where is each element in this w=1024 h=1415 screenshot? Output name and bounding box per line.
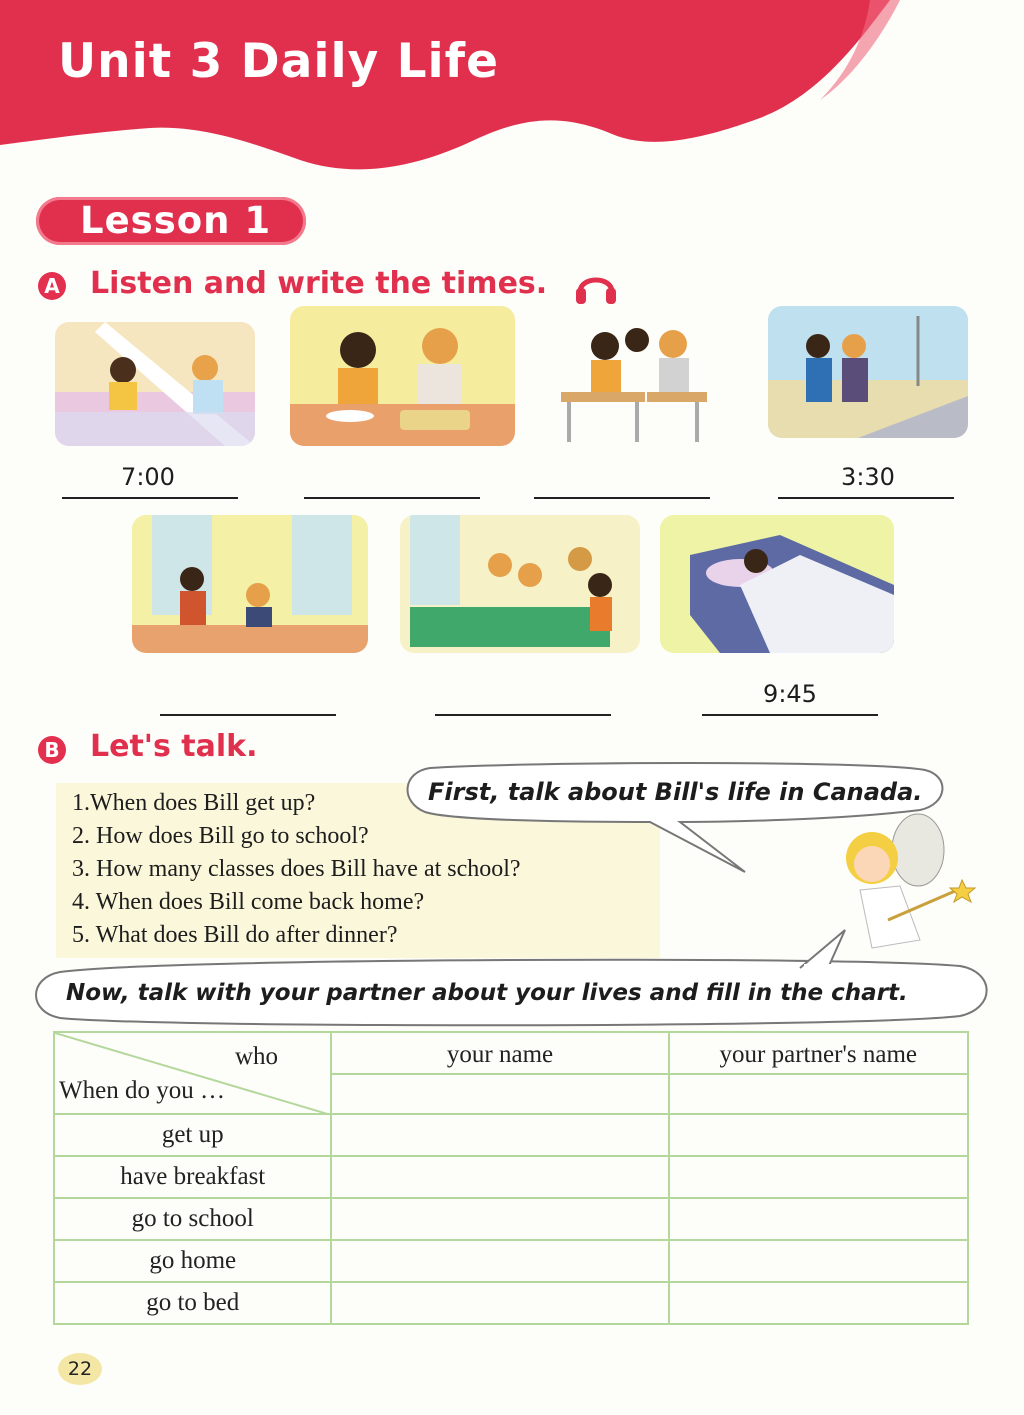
section-a-title: Listen and write the times. (90, 266, 548, 301)
bubble-bottom-text: Now, talk with your partner about your lives and fill in the chart. (66, 980, 908, 1006)
answer-line-2[interactable] (304, 497, 480, 499)
chart-row-label: have breakfast (54, 1156, 331, 1198)
chart-corner-cell (54, 1032, 331, 1114)
chart-row-label: go to school (54, 1198, 331, 1240)
bubble-top-text: First, talk about Bill's life in Canada. (428, 778, 923, 806)
lesson-label: Lesson 1 (80, 199, 272, 242)
chart-header-partner-name: your partner's name (669, 1032, 968, 1074)
chart-cell-blank[interactable] (331, 1074, 668, 1114)
life-chart (53, 1031, 969, 1325)
unit-title: Unit 3 Daily Life (58, 34, 499, 89)
answer-line-5[interactable] (160, 714, 336, 716)
chart-row-label: get up (54, 1114, 331, 1156)
section-b-badge: B (38, 736, 66, 764)
chart-cell-your-name[interactable] (331, 1282, 668, 1324)
chart-cell-your-name[interactable] (331, 1156, 668, 1198)
question-5: 5. What does Bill do after dinner? (72, 922, 398, 948)
chart-corner-when: When do you … (59, 1077, 225, 1104)
chart-corner-who: who (235, 1043, 279, 1070)
section-b-title: Let's talk. (90, 729, 258, 764)
chart-header-your-name: your name (331, 1032, 668, 1074)
answer-1: 7:00 (121, 463, 175, 491)
answer-7: 9:45 (763, 680, 817, 708)
picture-bedtime (660, 515, 894, 653)
answer-line-3[interactable] (534, 497, 710, 499)
question-2: 2. How does Bill go to school? (72, 823, 369, 849)
chart-row-label: go to bed (54, 1282, 331, 1324)
picture-walk-home (768, 306, 968, 438)
chart-cell-partner-name[interactable] (669, 1156, 968, 1198)
picture-classroom (555, 316, 713, 446)
picture-breakfast (290, 306, 515, 446)
question-4: 4. When does Bill come back home? (72, 889, 425, 915)
answer-line-6[interactable] (435, 714, 611, 716)
chart-cell-partner-name[interactable] (669, 1198, 968, 1240)
angel-illustration (846, 814, 975, 948)
chart-cell-partner-name[interactable] (669, 1282, 968, 1324)
answer-line-4[interactable] (778, 497, 954, 499)
page-number: 22 (58, 1353, 102, 1385)
section-a-badge: A (38, 272, 66, 300)
chart-row-label: go home (54, 1240, 331, 1282)
question-3: 3. How many classes does Bill have at school? (72, 856, 521, 882)
chart-cell-your-name[interactable] (331, 1114, 668, 1156)
answer-line-1[interactable] (62, 497, 238, 499)
headphones-icon[interactable] (572, 266, 620, 306)
picture-office (132, 515, 368, 653)
header-banner (0, 0, 1024, 200)
picture-family-dinner (400, 515, 640, 653)
chart-cell-your-name[interactable] (331, 1240, 668, 1282)
chart-cell-your-name[interactable] (331, 1198, 668, 1240)
answer-line-7[interactable] (702, 714, 878, 716)
chart-cell-partner-name[interactable] (669, 1114, 968, 1156)
chart-cell-partner-name[interactable] (669, 1240, 968, 1282)
question-1: 1.When does Bill get up? (72, 790, 316, 816)
answer-4: 3:30 (841, 463, 895, 491)
picture-wake-up (55, 322, 255, 446)
chart-cell-blank[interactable] (669, 1074, 968, 1114)
